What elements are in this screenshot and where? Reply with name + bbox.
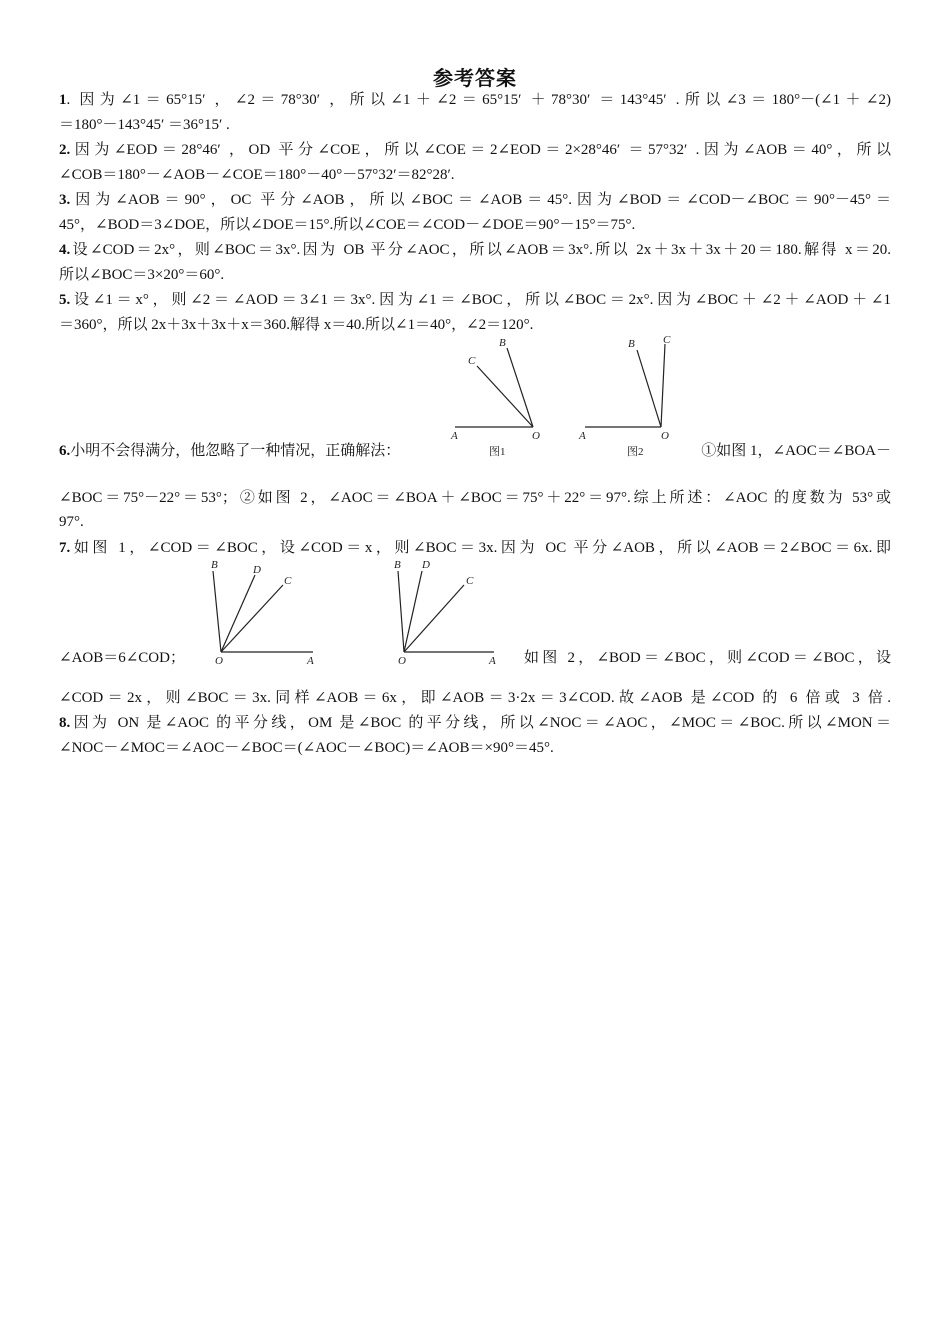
q7-fig1-label-a: A xyxy=(307,655,314,667)
q8-line-1 xyxy=(59,713,891,733)
q7-line-2a: ∠AOB＝6∠COD； xyxy=(59,650,185,666)
q7-fig1-label-b: B xyxy=(211,559,218,571)
q6-line-2: ∠BOC＝75°－22°＝53°；②如图 2，∠AOC＝∠BOA＋∠BOC＝75°＋22°＝97°.综上所述：∠AOC 的度数为 53°或 xyxy=(59,490,891,506)
q4-text-1: 设∠COD＝2x°，则∠BOC＝3x°.因为 OB 平分∠AOC，所以∠AOB＝3x°.所以 2x＋3x＋3x＋20＝180.解得 x＝20. xyxy=(70,242,891,258)
q7-line-3: ∠COD＝2x，则∠BOC＝3x.同样∠AOB＝6x，即∠AOB＝3·2x＝3∠COD.故∠AOB 是∠COD 的 6 倍或 3 倍. xyxy=(59,690,891,706)
q7-fig2-label-c: C xyxy=(466,575,474,587)
q7-fig1-label-d: D xyxy=(253,564,261,576)
q1-line-1 xyxy=(59,90,891,110)
q4-line-1 xyxy=(59,240,891,260)
q5-line-1 xyxy=(59,290,891,310)
q3-line-2: 45°，∠BOD＝3∠DOE，所以∠DOE＝15°.所以∠COE＝∠COD－∠DOE＝90°－15°＝75°. xyxy=(59,217,636,233)
q7-fig2-label-b: B xyxy=(394,559,401,571)
q5-line-2: ＝360°，所以 2x＋3x＋3x＋x＝360.解得 x＝40.所以∠1＝40°，∠2＝120°. xyxy=(59,317,534,333)
q7-number: 7. xyxy=(59,540,71,556)
q6-figure-1 xyxy=(445,332,555,460)
q6-line-1 xyxy=(59,441,439,461)
q7-line-1 xyxy=(59,538,891,558)
q2-number: 2. xyxy=(59,142,71,158)
q6-number: 6. xyxy=(59,443,71,459)
q6-fig1-label-b: B xyxy=(499,337,506,349)
q6-text-1: 小明不会得满分，他忽略了一种情况，正确解法： xyxy=(70,443,401,459)
q6-fig2-label-b: B xyxy=(628,338,635,350)
page-title: 参考答案 xyxy=(433,68,517,90)
q7-figure-2 xyxy=(390,557,510,669)
q3-line-1 xyxy=(59,190,891,210)
q6-fig1-label-c: C xyxy=(468,355,476,367)
q6-fig2-caption: 图2 xyxy=(627,446,644,458)
q7-fig2-label-o: O xyxy=(398,655,406,667)
q7-text-1: 如图 1，∠COD＝∠BOC，设∠COD＝x，则∠BOC＝3x.因为 OC 平分∠AOB，所以∠AOB＝2∠BOC＝6x.即 xyxy=(70,540,891,556)
q6-line-3: 97°. xyxy=(59,514,84,530)
q6-fig2-label-c: C xyxy=(663,334,671,346)
q8-number: 8. xyxy=(59,715,71,731)
q4-number: 4. xyxy=(59,242,71,258)
q1-number: 1 xyxy=(59,92,67,108)
q8-line-2: ∠NOC－∠MOC＝∠AOC－∠BOC＝(∠AOC－∠BOC)＝∠AOB＝×90°＝45°. xyxy=(59,740,554,756)
q6-fig1-label-a: A xyxy=(451,430,458,442)
q6-fig2-label-o: O xyxy=(661,430,669,442)
q2-text-1: 因为∠EOD＝28°46′ ，OD 平分∠COE，所以∠COE＝2∠EOD＝2×28°46′ ＝57°32′ .因为∠AOB＝40°，所以 xyxy=(70,142,891,158)
q3-number: 3. xyxy=(59,192,71,208)
q6-fig1-label-o: O xyxy=(532,430,540,442)
q5-text-1: 设∠1＝x°，则∠2＝∠AOD＝3∠1＝3x°.因为∠1＝∠BOC，所以∠BOC＝2x°.因为∠BOC＋∠2＋∠AOD＋∠1 xyxy=(70,292,891,308)
q7-line-2b: 如图 2，∠BOD＝∠BOC，则∠COD＝∠BOC，设 xyxy=(524,650,891,666)
q2-line-2: ∠COB＝180°－∠AOB－∠COE＝180°－40°－57°32′＝82°28′. xyxy=(59,167,455,183)
q1-line-2: ＝180°－143°45′ ＝36°15′ . xyxy=(59,117,230,133)
q2-line-1 xyxy=(59,140,891,160)
q6-fig1-caption: 图1 xyxy=(489,446,506,458)
q7-fig2-label-a: A xyxy=(489,655,496,667)
q7-fig1-label-c: C xyxy=(284,575,292,587)
q3-text-1: 因为∠AOB＝90°，OC 平分∠AOB，所以∠BOC＝∠AOB＝45°.因为∠BOD＝∠COD－∠BOC＝90°－45°＝ xyxy=(70,192,891,208)
q7-fig2-label-d: D xyxy=(422,559,430,571)
q8-text-1: 因为 ON 是∠AOC 的平分线，OM 是∠BOC 的平分线，所以∠NOC＝∠AOC，∠MOC＝∠BOC.所以∠MON＝ xyxy=(70,715,891,731)
q7-figure-1 xyxy=(205,557,325,669)
q6-fig2-label-a: A xyxy=(579,430,586,442)
q1-text-1: . 因为∠1＝65°15′ ，∠2＝78°30′ ，所以∠1＋∠2＝65°15′ ＋78°30′ ＝143°45′ .所以∠3＝180°－(∠1＋∠2) xyxy=(66,92,891,108)
q6-line-1b: ①如图 1，∠AOC＝∠BOA－ xyxy=(701,443,891,459)
q7-fig1-label-o: O xyxy=(215,655,223,667)
q5-number: 5. xyxy=(59,292,71,308)
q4-line-2: 所以∠BOC＝3×20°＝60°. xyxy=(59,267,225,283)
